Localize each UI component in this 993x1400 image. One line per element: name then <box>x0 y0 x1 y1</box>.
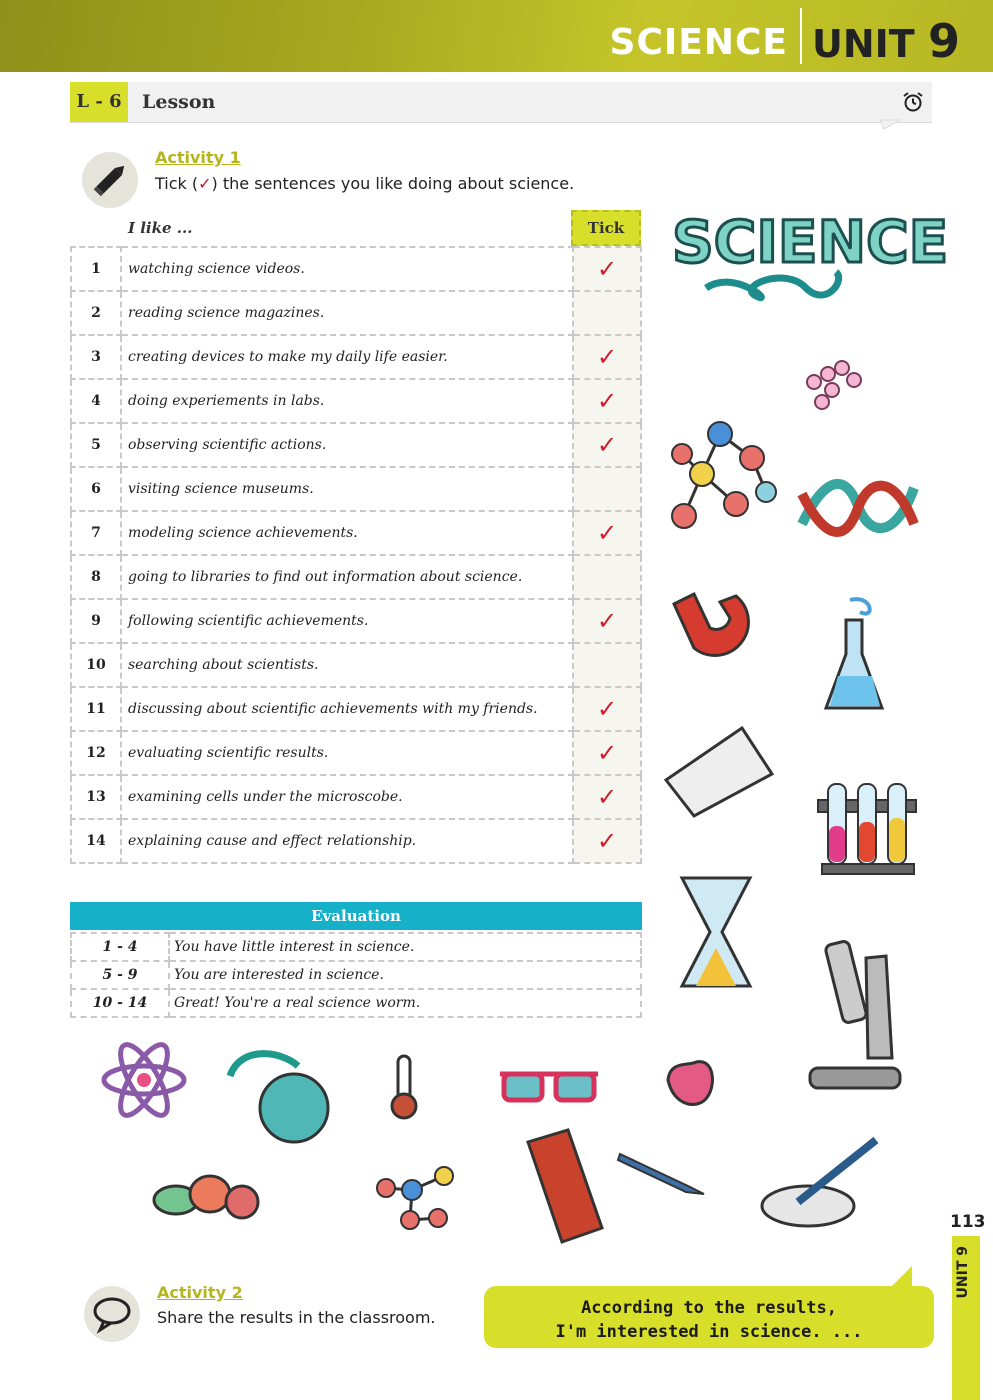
bubble-line-2: I'm interested in science. ... <box>555 1322 863 1342</box>
row-text: evaluating scientific results. <box>121 731 573 775</box>
row-text: visiting science museums. <box>121 467 573 511</box>
tick-cell[interactable] <box>573 643 641 687</box>
header-bar <box>0 0 993 72</box>
table-row <box>71 687 641 731</box>
hourglass-illustration <box>666 868 766 998</box>
evaluation-row <box>71 961 641 989</box>
science-logo-text: SCIENCE <box>672 208 949 276</box>
row-number: 6 <box>71 467 121 511</box>
check-icon: ✓ <box>596 607 618 635</box>
tick-cell[interactable] <box>573 599 641 643</box>
table-row <box>71 511 641 555</box>
check-icon: ✓ <box>596 739 618 767</box>
evaluation-header: Evaluation <box>70 902 642 930</box>
evaluation-text: Great! You're a real science worm. <box>169 989 641 1017</box>
tick-cell[interactable] <box>573 379 641 423</box>
evaluation-row <box>71 933 641 961</box>
bacteria-illustration <box>660 1056 720 1112</box>
row-text: doing experiements in labs. <box>121 379 573 423</box>
lesson-title: Lesson <box>142 91 216 113</box>
tick-cell[interactable] <box>573 467 641 511</box>
check-icon: ✓ <box>596 343 618 371</box>
dna-illustration <box>796 464 920 550</box>
row-number: 4 <box>71 379 121 423</box>
side-tab-label: UNIT 9 <box>955 1246 971 1299</box>
instruction-part2: ) the sentences you like doing about science. <box>211 174 575 193</box>
molecule-illustration <box>662 404 778 538</box>
row-number: 2 <box>71 291 121 335</box>
row-number: 10 <box>71 643 121 687</box>
alarm-clock-icon <box>902 91 924 113</box>
tick-cell[interactable] <box>573 555 641 599</box>
row-number: 8 <box>71 555 121 599</box>
check-icon: ✓ <box>596 387 618 415</box>
cells-row-illustration <box>150 1172 260 1222</box>
table-row <box>71 775 641 819</box>
evaluation-text: You have little interest in science. <box>169 933 641 961</box>
check-icon: ✓ <box>596 519 618 547</box>
row-number: 12 <box>71 731 121 775</box>
check-icon: ✓ <box>596 827 618 855</box>
unit-label: UNIT <box>812 22 915 66</box>
table-row <box>71 599 641 643</box>
tick-cell[interactable] <box>573 731 641 775</box>
row-number: 9 <box>71 599 121 643</box>
thermometer-illustration <box>380 1054 426 1120</box>
activity1-instruction <box>155 174 574 193</box>
instruction-part1: Tick ( <box>155 174 199 193</box>
row-number: 3 <box>71 335 121 379</box>
row-text: modeling science achievements. <box>121 511 573 555</box>
test-tubes-illustration <box>816 770 920 880</box>
round-flask-illustration <box>220 1036 340 1146</box>
evaluation-range: 1 - 4 <box>71 933 169 961</box>
evaluation-text: You are interested in science. <box>169 961 641 989</box>
magnet-illustration <box>664 588 744 668</box>
lesson-bar <box>70 82 932 123</box>
row-text: discussing about scientific achievements with my friends. <box>121 687 573 731</box>
tick-cell[interactable] <box>573 775 641 819</box>
row-number: 11 <box>71 687 121 731</box>
row-number: 14 <box>71 819 121 863</box>
tick-cell[interactable] <box>573 247 641 291</box>
dropper-dish-illustration <box>758 1132 892 1232</box>
atom-illustration <box>100 1040 188 1120</box>
check-icon: ✓ <box>596 431 618 459</box>
molecule-small-illustration <box>370 1160 466 1236</box>
evaluation-range: 10 - 14 <box>71 989 169 1017</box>
table-row <box>71 291 641 335</box>
activity2-icon-circle <box>84 1286 140 1342</box>
side-tab <box>952 1236 980 1400</box>
activity2-title: Activity 2 <box>157 1283 243 1302</box>
row-text: going to libraries to find out information about science. <box>121 555 573 599</box>
unit-title <box>812 14 960 68</box>
tick-cell[interactable] <box>573 335 641 379</box>
evaluation-range: 5 - 9 <box>71 961 169 989</box>
row-text: searching about scientists. <box>121 643 573 687</box>
cells-illustration <box>800 352 868 416</box>
check-icon: ✓ <box>596 255 618 283</box>
table-row <box>71 467 641 511</box>
microscope-illustration <box>796 938 906 1098</box>
tick-column-header: Tick <box>571 210 641 246</box>
tick-cell[interactable] <box>573 511 641 555</box>
pencil-icon <box>82 152 138 208</box>
tick-icon: ✓ <box>198 174 212 193</box>
header-divider <box>800 8 802 64</box>
pencil-illustration <box>616 1144 708 1198</box>
tick-cell[interactable] <box>573 291 641 335</box>
row-text: examining cells under the microscobe. <box>121 775 573 819</box>
row-number: 1 <box>71 247 121 291</box>
speech-bubble-icon <box>84 1286 140 1342</box>
evaluation-row <box>71 989 641 1017</box>
row-text: reading science magazines. <box>121 291 573 335</box>
row-number: 7 <box>71 511 121 555</box>
row-number: 13 <box>71 775 121 819</box>
flask-illustration <box>820 590 890 720</box>
bubble-line-1: According to the results, <box>581 1298 837 1318</box>
column-label: I like ... <box>128 219 193 237</box>
table-row <box>71 379 641 423</box>
page-number: 113 <box>950 1212 986 1232</box>
paper-notes-illustration <box>662 724 776 820</box>
science-logo-illustration <box>666 196 949 314</box>
activity1-title: Activity 1 <box>155 148 241 167</box>
glasses-illustration <box>494 1064 604 1108</box>
book-illustration <box>522 1128 606 1244</box>
table-row <box>71 643 641 687</box>
tick-cell[interactable] <box>573 423 641 467</box>
activity2-instruction: Share the results in the classroom. <box>157 1308 436 1327</box>
check-icon: ✓ <box>596 695 618 723</box>
table-row <box>71 731 641 775</box>
row-text: observing scientific actions. <box>121 423 573 467</box>
table-row <box>71 423 641 467</box>
evaluation-table <box>70 932 642 1018</box>
table-row <box>71 819 641 863</box>
preferences-table <box>70 246 642 864</box>
table-row <box>71 247 641 291</box>
check-icon: ✓ <box>596 783 618 811</box>
row-text: following scientific achievements. <box>121 599 573 643</box>
table-row <box>71 555 641 599</box>
tick-cell[interactable] <box>573 687 641 731</box>
table-row <box>71 335 641 379</box>
row-text: watching science videos. <box>121 247 573 291</box>
row-text: explaining cause and effect relationship. <box>121 819 573 863</box>
lesson-code: L - 6 <box>70 82 128 122</box>
tick-cell[interactable] <box>573 819 641 863</box>
row-text: creating devices to make my daily life easier. <box>121 335 573 379</box>
row-number: 5 <box>71 423 121 467</box>
subject-title: SCIENCE <box>609 22 788 63</box>
lesson-bar-notch <box>880 120 900 130</box>
activity1-icon-circle <box>82 152 138 208</box>
unit-number: 9 <box>927 14 960 68</box>
